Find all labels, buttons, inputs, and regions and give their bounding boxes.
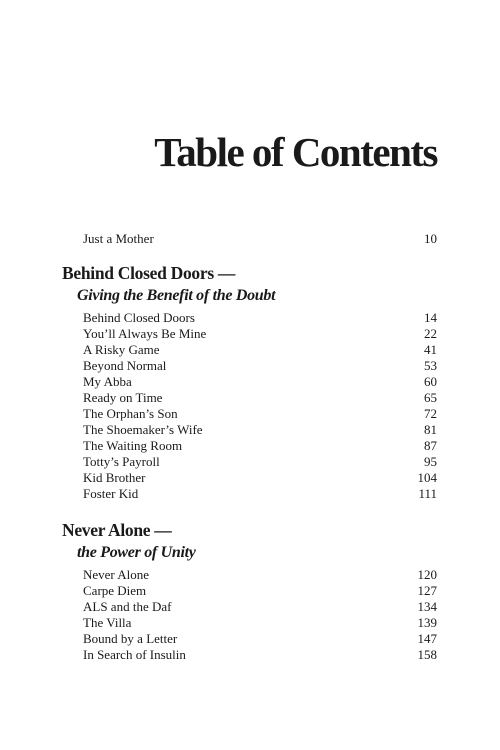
entry-title: Just a Mother [83, 231, 154, 246]
entry-title: Beyond Normal [83, 358, 167, 373]
entry-title: In Search of Insulin [83, 647, 186, 662]
entry-title: Totty’s Payroll [83, 454, 160, 469]
toc-entry[interactable] [83, 406, 437, 422]
entry-page-number: 65 [424, 390, 437, 405]
entry-title: Ready on Time [83, 390, 163, 405]
toc-entry[interactable] [83, 486, 437, 502]
entry-title: The Waiting Room [83, 438, 183, 453]
entry-page-number: 87 [424, 438, 437, 453]
section-heading: Behind Closed Doors — [62, 263, 236, 283]
toc-entry[interactable] [83, 390, 437, 406]
entry-page-number: 72 [424, 406, 437, 421]
entry-page-number: 134 [417, 599, 437, 614]
toc-entry[interactable] [83, 422, 437, 438]
section-subheading: Giving the Benefit of the Doubt [77, 287, 276, 304]
entry-title: ALS and the Daf [83, 599, 172, 614]
entry-title: Kid Brother [83, 470, 146, 485]
entry-page-number: 10 [424, 231, 437, 246]
entry-title: The Villa [83, 615, 132, 630]
page-title: Table of Contents [154, 129, 437, 175]
toc-entry[interactable] [83, 615, 437, 631]
toc-entry[interactable] [83, 310, 437, 326]
entry-page-number: 158 [417, 647, 437, 662]
entry-page-number: 60 [424, 374, 437, 389]
entry-title: Foster Kid [83, 486, 139, 501]
entry-page-number: 111 [418, 486, 437, 501]
entry-title: My Abba [83, 374, 132, 389]
toc-entry[interactable] [83, 358, 437, 374]
section-heading: Never Alone — [62, 520, 172, 540]
entry-title: The Shoemaker’s Wife [83, 422, 203, 437]
entry-page-number: 147 [417, 631, 437, 646]
entry-title: Never Alone [83, 567, 150, 582]
entry-page-number: 104 [417, 470, 437, 485]
entry-page-number: 139 [417, 615, 437, 630]
toc-entry[interactable] [83, 583, 437, 599]
entry-page-number: 81 [424, 422, 437, 437]
entry-page-number: 127 [417, 583, 437, 598]
toc-entry[interactable] [83, 438, 437, 454]
section-subheading: the Power of Unity [77, 544, 196, 561]
toc-entry[interactable] [83, 454, 437, 470]
entry-page-number: 120 [417, 567, 437, 582]
toc-entry[interactable] [83, 647, 437, 663]
toc-entry[interactable] [83, 374, 437, 390]
toc-entry[interactable] [83, 470, 437, 486]
entry-title: You’ll Always Be Mine [83, 326, 207, 341]
entry-page-number: 22 [424, 326, 437, 341]
entry-title: Bound by a Letter [83, 631, 178, 646]
entry-title: A Risky Game [83, 342, 160, 357]
toc-entry[interactable] [83, 567, 437, 583]
entry-title: Carpe Diem [83, 583, 147, 598]
entry-page-number: 41 [424, 342, 437, 357]
toc-entry[interactable] [83, 599, 437, 615]
entry-page-number: 95 [424, 454, 437, 469]
entry-title: The Orphan’s Son [83, 406, 178, 421]
toc-entry[interactable] [83, 326, 437, 342]
toc-entry[interactable] [83, 342, 437, 358]
entry-title: Behind Closed Doors [83, 310, 195, 325]
toc-entry[interactable] [83, 631, 437, 647]
entry-page-number: 14 [424, 310, 437, 325]
toc-entry-intro[interactable] [83, 231, 437, 247]
entry-page-number: 53 [424, 358, 437, 373]
